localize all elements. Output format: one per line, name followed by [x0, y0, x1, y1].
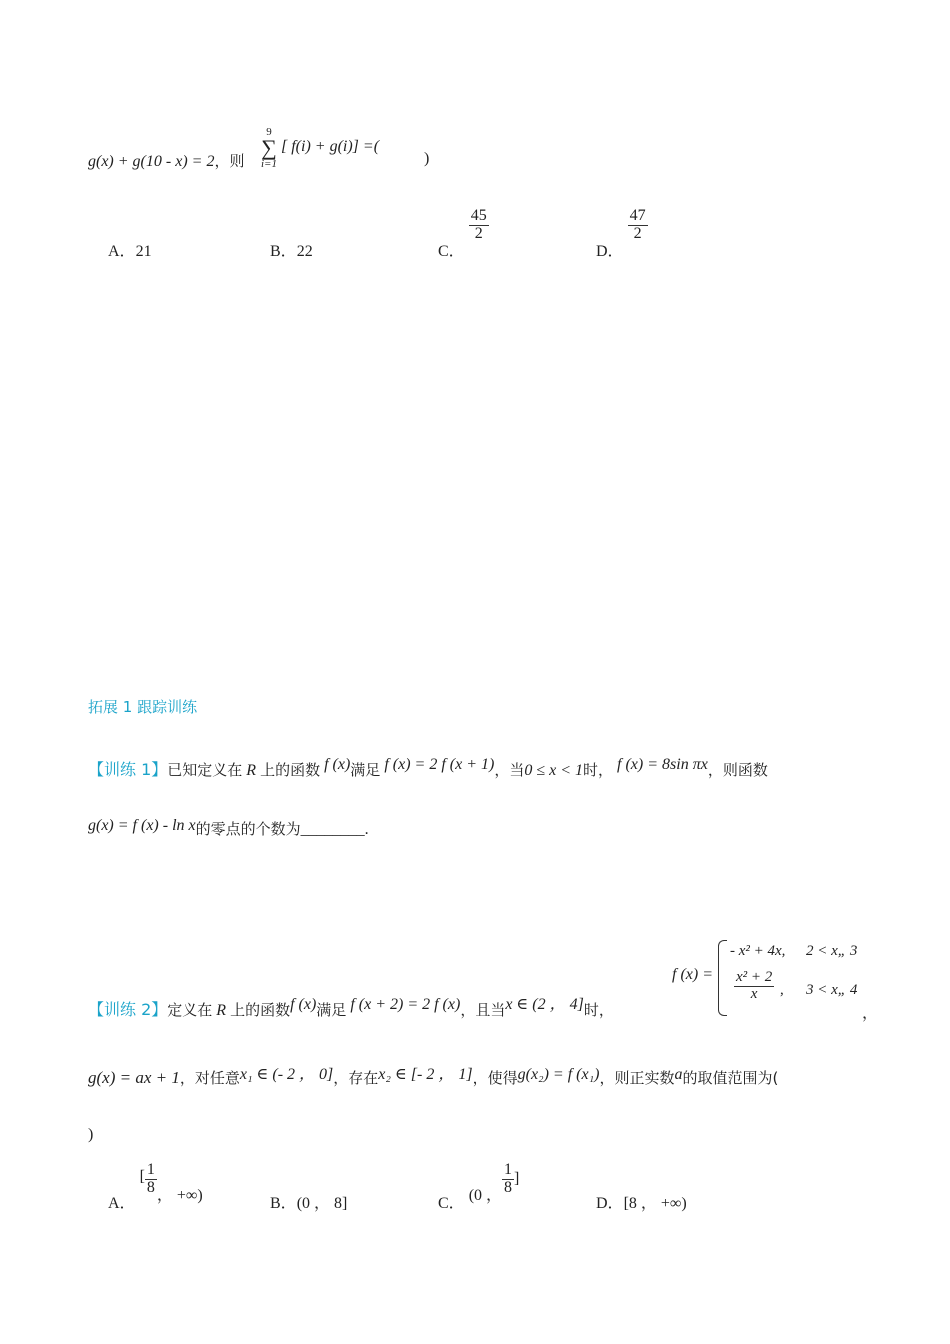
prev-option-c[interactable] [438, 208, 489, 261]
text: 上的函数 [230, 1001, 291, 1019]
train2-option-b[interactable] [270, 1182, 347, 1213]
option-pre: [ [139, 1168, 145, 1185]
fraction-num: 47 [629, 207, 646, 224]
train2-line1 [88, 997, 614, 1020]
train2-option-d[interactable] [596, 1182, 687, 1213]
pw-lhs: f (x) = [672, 966, 713, 983]
train2-option-a[interactable] [108, 1162, 203, 1213]
text: 定义在 [167, 1001, 213, 1019]
math-g: g(x) = ax + 1 [88, 1068, 180, 1087]
summation [260, 126, 278, 170]
text: 的零点的个数为 [195, 820, 301, 838]
math-eq2: g(x₂) = f (x₁) [517, 1066, 600, 1083]
prev-close-paren: ) [424, 150, 430, 167]
text: 时， [583, 1001, 614, 1019]
fraction-den: 8 [146, 1178, 155, 1196]
fraction-num: 1 [504, 1161, 513, 1178]
text: ，对任意 [179, 1069, 240, 1087]
fraction [469, 208, 489, 243]
option-value: (0 ， 8] [296, 1195, 348, 1212]
prev-stem-sep: ，则 [214, 152, 245, 170]
math-R: R [216, 1002, 227, 1019]
answer-blank[interactable]: ________ [300, 821, 365, 838]
fraction-num: 45 [470, 207, 487, 224]
math-eq1: f (x) = 2 f (x + 1) [384, 756, 495, 773]
text: ，则正实数 [599, 1069, 675, 1087]
fraction-num: 1 [146, 1161, 155, 1178]
option-label: D． [596, 243, 624, 260]
option-pre: (0 ， [468, 1187, 503, 1204]
brace-icon [718, 940, 727, 1016]
pw-comma: , [780, 982, 784, 998]
math-a: a [674, 1066, 683, 1083]
option-post: ， +∞) [156, 1187, 203, 1204]
option-label: B． [270, 243, 297, 260]
train1-line2 [88, 818, 369, 839]
option-label: A． [108, 1195, 136, 1212]
option-value: [8 ， +∞) [623, 1195, 687, 1212]
text: 上的函数 [260, 761, 321, 779]
fraction [502, 1162, 514, 1197]
fraction-den: 2 [474, 224, 483, 242]
pw-case1: - x² + 4x, [730, 943, 786, 959]
text: ，存在 [333, 1069, 379, 1087]
pw-cond1: 2 < x„ 3 [806, 943, 858, 959]
text: 满足 [350, 761, 381, 779]
option-post: ] [514, 1170, 520, 1187]
math-eq2: f (x) = 8sin πx [617, 756, 708, 773]
option-value: 21 [135, 243, 152, 260]
prev-option-a[interactable] [108, 238, 152, 261]
math-fx: f (x) [324, 756, 351, 773]
train2-tag: 【训练 2】 [88, 1000, 168, 1019]
option-label: C． [438, 243, 465, 260]
prev-stem-math: g(x) + g(10 - x) = 2 [88, 153, 215, 170]
math-eq3: g(x) = f (x) - ln x [88, 817, 196, 834]
math-cond: 0 ≤ x < 1 [524, 762, 584, 779]
train2-line2 [88, 1065, 778, 1088]
math-fx: f (x) [290, 996, 317, 1013]
text: 的取值范围为( [682, 1069, 779, 1087]
sigma-icon: ∑ [261, 135, 277, 160]
math-R: R [246, 762, 257, 779]
fraction-num: x² + 2 [736, 969, 773, 985]
option-label: A． [108, 243, 136, 260]
train2-option-c[interactable] [438, 1162, 519, 1213]
text: ，使得 [472, 1069, 518, 1087]
prev-option-d[interactable] [596, 208, 648, 261]
pw-fraction [734, 970, 774, 1003]
pw-cond2: 3 < x„ 4 [806, 982, 858, 998]
section-heading: 拓展 1 跟踪训练 [88, 698, 198, 716]
comma: ， [862, 1005, 879, 1022]
text: 满足 [316, 1001, 347, 1019]
sum-body: [ f(i) + g(i)] =( [281, 138, 380, 155]
fraction [734, 970, 774, 1003]
text: ，则函数 [707, 761, 768, 779]
fraction-den: 8 [504, 1178, 513, 1196]
fraction [145, 1162, 157, 1197]
math-x1: x₁ ∈ (- 2 ， 0] [239, 1066, 334, 1083]
option-label: B． [270, 1195, 297, 1212]
fraction-den: 2 [633, 224, 642, 242]
option-label: D． [596, 1195, 624, 1212]
math-cond: x ∈ (2 ， 4] [505, 996, 584, 1013]
option-value: 22 [296, 243, 313, 260]
sum-upper: 9 [266, 126, 272, 138]
train1-tag: 【训练 1】 [88, 760, 168, 779]
fraction-den: x [750, 985, 758, 1002]
prev-option-b[interactable] [270, 238, 313, 261]
text: 时， [583, 761, 614, 779]
math-eq1: f (x + 2) = 2 f (x) [350, 996, 461, 1013]
fraction [628, 208, 648, 243]
text: ，当 [494, 761, 525, 779]
option-label: C． [438, 1195, 465, 1212]
text: 已知定义在 [167, 761, 243, 779]
sum-lower: i=1 [261, 158, 277, 170]
text: ，且当 [460, 1001, 506, 1019]
math-x2: x₂ ∈ [- 2 ， 1] [378, 1066, 473, 1083]
train2-close-paren: ) [88, 1126, 94, 1143]
prev-question-stem [88, 150, 244, 171]
train1-line1 [88, 757, 768, 780]
text: . [364, 821, 369, 838]
